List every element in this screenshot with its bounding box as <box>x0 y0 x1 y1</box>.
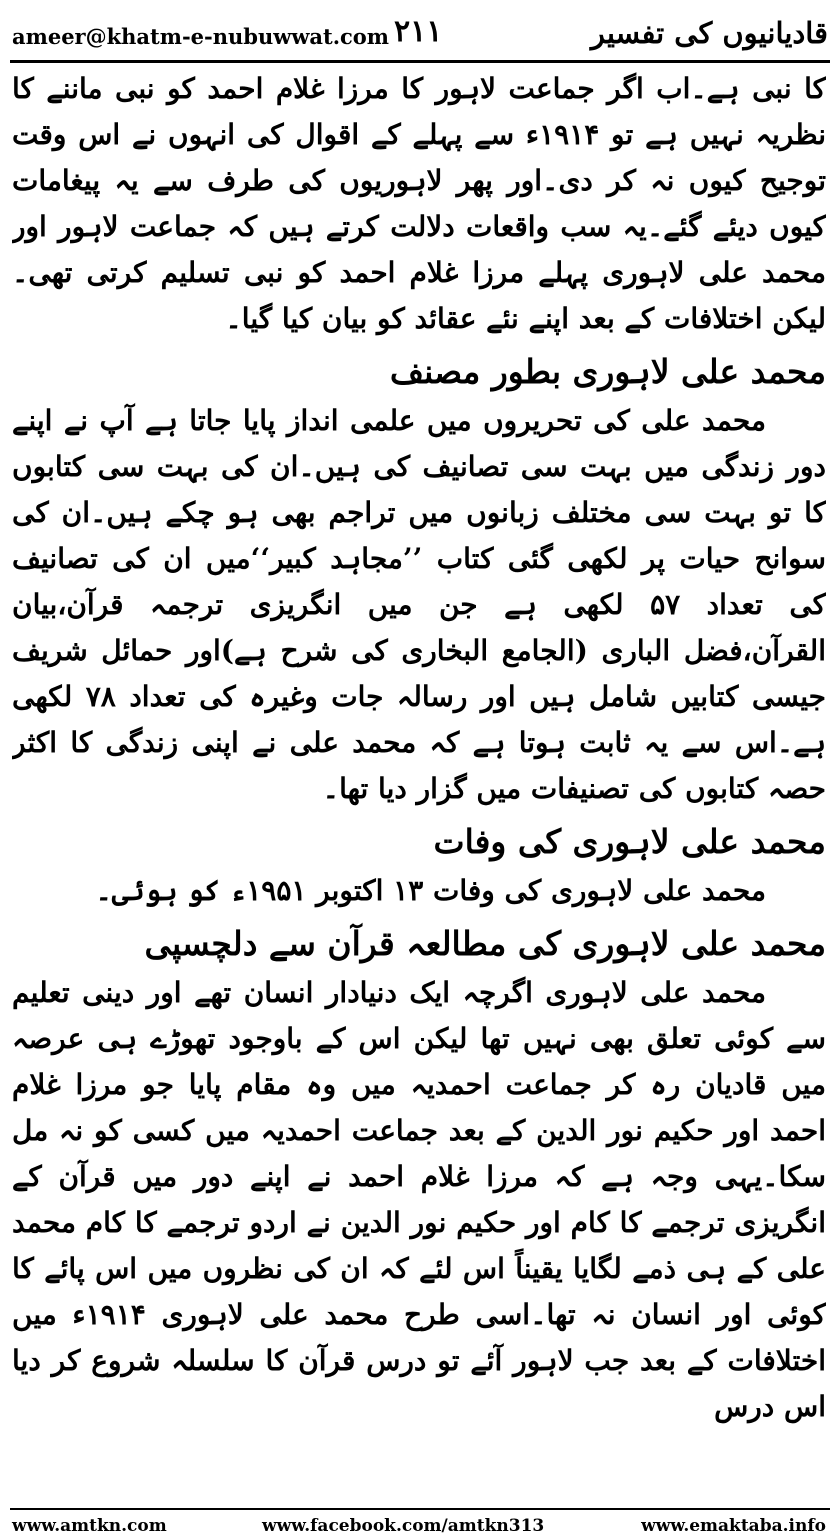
header-email: ameer@khatm-e-nubuwwat.com <box>12 24 390 49</box>
header-divider <box>10 60 830 63</box>
heading-death: محمد علی لاہوری کی وفات <box>433 822 826 861</box>
paragraph-1: کا نبی ہے۔اب اگر جماعت لاہور کا مرزا غلام احمد کو نبی ماننے کا نظریہ نہیں ہے تو ۱۹۱۴ء سے پہلے کے اقوال کی انہوں نے اس وقت توجیح کیوں نہ کر دی۔اور پھر لاہوریوں کی طرف سے یہ پیغامات کیوں دیئے گئے۔یہ سب واقعات دلالت کرتے ہیں کہ جماعت لاہور اور محمد علی لاہوری پہلے مرزا غلام احمد کو نبی تسلیم کرتی تھی۔لیکن اختلافات کے بعد اپنے نئے عقائد کو بیان کیا گیا۔ <box>12 72 826 335</box>
footer-link-facebook: www.facebook.com/amtkn313 <box>262 1516 545 1536</box>
page-body <box>12 66 826 1502</box>
page-number: ٢١١ <box>394 14 443 49</box>
footer-divider <box>10 1508 830 1510</box>
heading-quran-interest: محمد علی لاہوری کی مطالعہ قرآن سے دلچسپی <box>144 924 826 963</box>
paragraph-4: محمد علی لاہوری اگرچہ ایک دنیادار انسان تھے اور دینی تعلیم سے کوئی تعلق بھی نہیں تھا لیکن اس کے باوجود تھوڑے ہی عرصہ میں قادیان رہ کر جماعت احمدیہ میں وہ مقام پایا جو مرزا غلام احمد اور حکیم نور الدین کے بعد جماعت احمدیہ میں کسی کو نہ مل سکا۔یہی وجہ ہے کہ مرزا غلام احمد نے اپنے دور میں قرآن کے انگریزی ترجمے کا کام اور حکیم نور الدین نے اردو ترجمے کا کام محمد علی کے ہی ذمے لگایا یقیناً اس لئے کہ ان کی نظروں میں اس پائے کا کوئی اور انسان نہ تھا۔اسی طرح محمد علی لاہوری ۱۹۱۴ء میں اختلافات کے بعد جب لاہور آئے تو درس قرآن کا سلسلہ شروع کر دیا اس درس <box>12 976 826 1423</box>
heading-author: محمد علی لاہوری بطور مصنف <box>389 352 826 391</box>
paragraph-3: محمد علی لاہوری کی وفات ۱۳ اکتوبر ۱۹۵۱ء کو ہوئی۔ <box>95 874 766 907</box>
footer-link-emaktaba: www.emaktaba.info <box>641 1516 826 1536</box>
page-header <box>0 0 840 62</box>
footer-link-amtkn: www.amtkn.com <box>12 1516 167 1536</box>
book-title: قادیانیوں کی تفسیر <box>590 16 828 50</box>
paragraph-2: محمد علی کی تحریروں میں علمی انداز پایا جاتا ہے آپ نے اپنے دور زندگی میں بہت سی تصانیف کی ہیں۔ان کی بہت سی کتابوں کا تو بہت سی مختلف زبانوں میں تراجم بھی ہو چکے ہیں۔ان کی سوانح حیات پر لکھی گئی کتاب ’’مجاہد کبیر‘‘میں ان کی تصانیف کی تعداد ۵۷ لکھی ہے جن میں انگریزی ترجمہ قرآن،بیان القرآن،فضل الباری (الجامع البخاری کی شرح ہے)اور حمائل شریف جیسی کتابیں شامل ہیں اور رسالہ جات وغیرہ کی تعداد ۷۸ لکھی ہے۔اس سے یہ ثابت ہوتا ہے کہ محمد علی نے اپنی زندگی کا اکثر حصہ کتابوں کی تصنیفات میں گزار دیا تھا۔ <box>12 404 826 805</box>
page-footer <box>0 1512 840 1540</box>
